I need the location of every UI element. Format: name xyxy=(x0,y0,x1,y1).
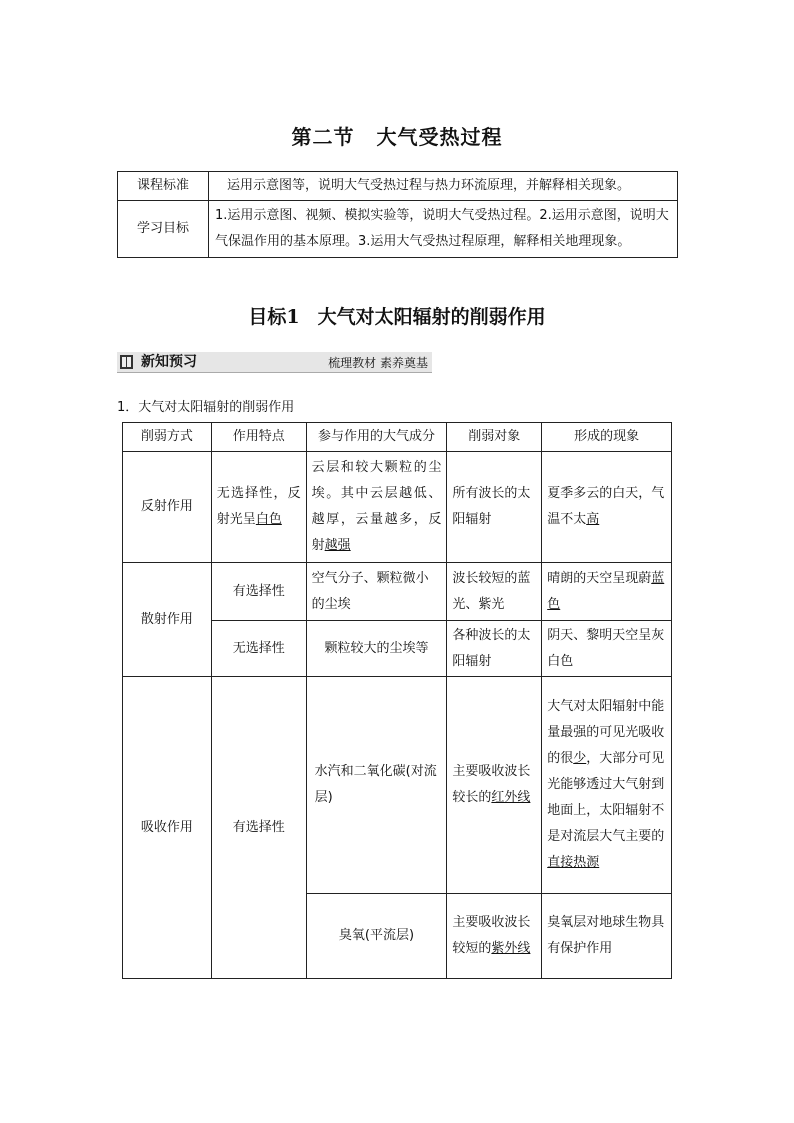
table-header-row xyxy=(123,423,672,452)
component-cell xyxy=(306,452,447,563)
title-text: 大气受热过程 xyxy=(376,125,503,149)
phenomenon-cell xyxy=(542,677,672,894)
phenomenon-cell xyxy=(542,452,672,563)
answer-underline: 白色 xyxy=(255,512,282,527)
component-text: 云层和较大颗粒的尘埃。其中云层越低、越厚，云量越多，反射 xyxy=(311,460,442,553)
target-cell xyxy=(447,894,542,979)
standard-value: 运用示意图等，说明大气受热过程与热力环流原理，并解释相关现象。 xyxy=(209,172,678,201)
column-header: 形成的现象 xyxy=(542,423,672,452)
table-row xyxy=(123,452,672,563)
target-text: 主要吸收波长较长的 xyxy=(452,764,531,805)
target-cell xyxy=(447,677,542,894)
component-cell: 颗粒较大的尘埃等 xyxy=(306,621,447,677)
column-header: 削弱对象 xyxy=(447,423,542,452)
goal-title xyxy=(0,302,794,329)
weakening-table xyxy=(122,422,672,979)
page-title xyxy=(0,121,794,150)
component-cell: 水汽和二氧化碳(对流层) xyxy=(306,677,447,894)
learning-goal-value: 1.运用示意图、视频、模拟实验等，说明大气受热过程。2.运用示意图，说明大气保温作用的基本原理。3.运用大气受热过程原理，解释相关地理现象。 xyxy=(209,201,678,258)
answer-underline: 高 xyxy=(586,512,600,527)
target-cell: 所有波长的太阳辐射 xyxy=(447,452,542,563)
phenomenon-cell: 臭氧层对地球生物具有保护作用 xyxy=(542,894,672,979)
phenomenon-text: 大气对太阳辐射中能量最强的可见光吸收的很 xyxy=(547,699,665,766)
column-header: 作用特点 xyxy=(211,423,306,452)
phenomenon-cell: 阴天、黎明天空呈灰白色 xyxy=(542,621,672,677)
answer-underline: 红外线 xyxy=(491,790,531,805)
method-cell: 反射作用 xyxy=(123,452,212,563)
preview-slogan: 梳理教材 素养奠基 xyxy=(328,356,428,370)
target-text: 主要吸收波长较短的 xyxy=(452,915,531,956)
feature-cell: 有选择性 xyxy=(211,563,306,621)
phenomenon-text: 晴朗的天空呈现蔚 xyxy=(547,570,652,586)
method-cell: 散射作用 xyxy=(123,563,212,677)
book-icon xyxy=(120,355,133,369)
answer-underline: 蓝色 xyxy=(547,570,665,612)
section-heading: 1．大气对太阳辐射的削弱作用 xyxy=(117,400,295,415)
component-cell: 臭氧(平流层) xyxy=(306,894,447,979)
answer-underline: 紫外线 xyxy=(491,941,531,956)
table-row xyxy=(123,563,672,621)
table-row xyxy=(118,172,678,201)
learning-goal-key: 学习目标 xyxy=(118,201,209,258)
method-cell: 吸收作用 xyxy=(123,677,212,979)
table-row xyxy=(123,677,672,894)
target-cell: 各种波长的太阳辐射 xyxy=(447,621,542,677)
preview-section-bar xyxy=(117,352,432,376)
target-cell: 波长较短的蓝光、紫光 xyxy=(447,563,542,621)
feature-cell: 有选择性 xyxy=(211,677,306,979)
column-header: 参与作用的大气成分 xyxy=(306,423,447,452)
phenomenon-text: ，大部分可见光能够透过大气射到地面上，太阳辐射不是对流层大气主要的 xyxy=(547,751,665,844)
answer-underline: 少 xyxy=(573,751,587,766)
table-row xyxy=(118,201,678,258)
curriculum-standards-table xyxy=(117,171,678,258)
goal-text: 大气对太阳辐射的削弱作用 xyxy=(317,306,546,328)
column-header: 削弱方式 xyxy=(123,423,212,452)
feature-cell xyxy=(211,452,306,563)
title-section-number: 第二节 xyxy=(291,125,355,149)
phenomenon-cell xyxy=(542,563,672,621)
answer-underline: 越强 xyxy=(324,538,351,553)
goal-number: 目标1 xyxy=(248,306,300,328)
component-cell: 空气分子、颗粒微小的尘埃 xyxy=(306,563,447,621)
phenomenon-text: 夏季多云的白天，气温不太 xyxy=(547,486,665,527)
feature-cell: 无选择性 xyxy=(211,621,306,677)
preview-label: 新知预习 xyxy=(141,354,197,370)
standard-key: 课程标准 xyxy=(118,172,209,201)
answer-underline: 直接热源 xyxy=(547,855,600,870)
feature-text: 无选择性，反射光呈 xyxy=(216,486,301,527)
